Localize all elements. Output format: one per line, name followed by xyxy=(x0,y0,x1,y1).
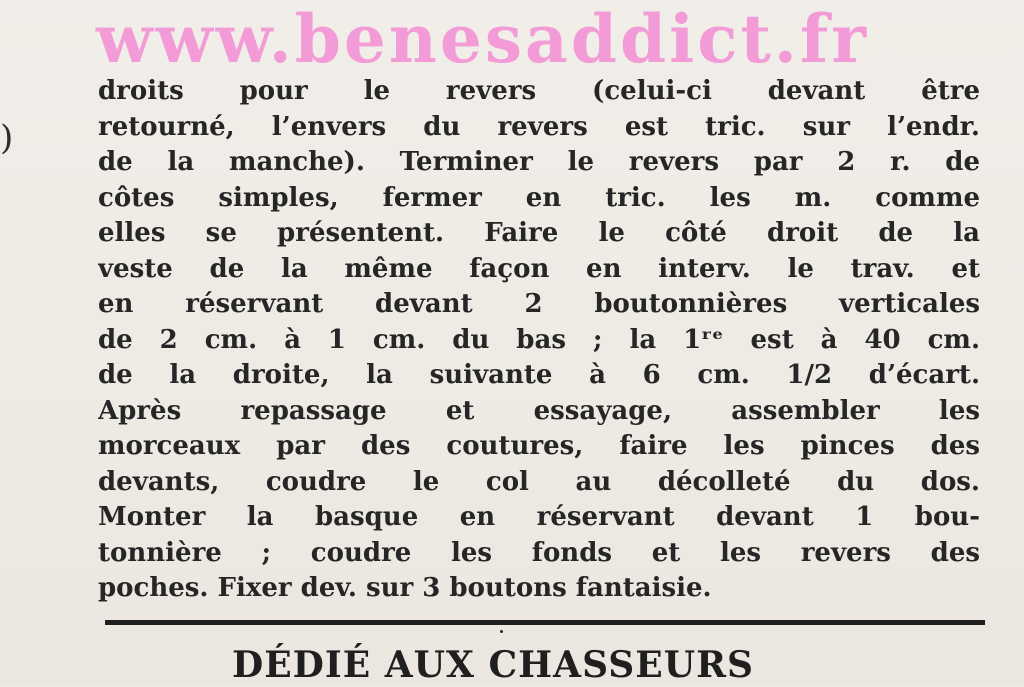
text-line: elles se présentent. Faire le côté droit de la xyxy=(98,218,980,248)
text-line: Après repassage et essayage, assembler les xyxy=(98,395,980,426)
margin-parenthesis: ) xyxy=(0,118,14,158)
text-line: de 2 cm. à 1 cm. du bas ; la 1ʳᵉ est à 40 cm. xyxy=(98,324,980,355)
knitting-instructions-paragraph xyxy=(98,74,980,607)
text-line: retourné, l’envers du revers est tric. sur l’endr. xyxy=(98,111,980,142)
divider-dot xyxy=(500,630,503,633)
text-line: en réservant devant 2 boutonnières verticales xyxy=(98,289,980,319)
text-line: devants, coudre le col au décolleté du dos. xyxy=(98,466,980,497)
text-line: côtes simples, fermer en tric. les m. comme xyxy=(98,182,980,213)
text-line: morceaux par des coutures, faire les pinces des xyxy=(98,431,980,461)
text-line-last: poches. Fixer dev. sur 3 boutons fantaisie. xyxy=(98,573,712,603)
watermark-url: www.benesaddict.fr xyxy=(96,0,870,78)
section-divider-rule xyxy=(105,620,985,625)
text-line: de la manche). Terminer le revers par 2 r. de xyxy=(98,147,980,177)
text-line: veste de la même façon en interv. le trav. et xyxy=(98,253,980,284)
text-line: de la droite, la suivante à 6 cm. 1/2 d’écart. xyxy=(98,360,980,390)
section-heading: DÉDIÉ AUX CHASSEURS xyxy=(232,644,755,686)
text-line: Monter la basque en réservant devant 1 bou- xyxy=(98,502,980,532)
text-line: tonnière ; coudre les fonds et les revers des xyxy=(98,537,980,568)
text-line: droits pour le revers (celui-ci devant être xyxy=(98,76,980,106)
